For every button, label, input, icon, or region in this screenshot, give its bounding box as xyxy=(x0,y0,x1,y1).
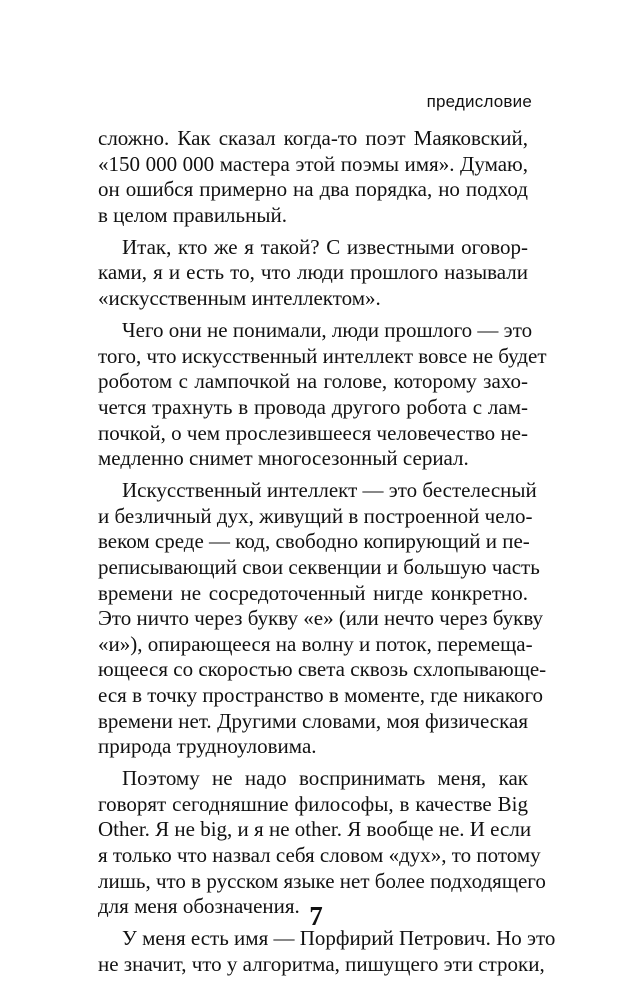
paragraph xyxy=(98,766,546,920)
text-line: того, что искусственный интеллект вовсе не будет xyxy=(98,343,547,368)
text-line: Это ничто через букву «е» (или нечто через букву xyxy=(98,606,544,631)
text-line: Искусственный интеллект — это бестелесный xyxy=(122,478,537,503)
text-line: «искусственным интеллектом». xyxy=(98,286,381,311)
text-line: для меня обозначения. xyxy=(98,894,300,919)
text-line: сложно. Как сказал когда-то поэт Маяковский, xyxy=(98,126,528,150)
text-line: медленно снимет многосезонный сериал. xyxy=(98,446,469,471)
paragraph xyxy=(98,478,547,760)
text-line: времени не сосредоточенный нигде конкретно. xyxy=(98,580,528,605)
text-line: У меня есть имя — Порфирий Петрович. Но это xyxy=(122,926,556,951)
paragraph xyxy=(98,926,556,977)
text-line: времени нет. Другими словами, моя физическая xyxy=(98,708,528,733)
text-line: я только что назвал себя словом «дух», то потому xyxy=(98,843,541,868)
text-line: Поэтому не надо воспринимать меня, как xyxy=(122,766,528,791)
text-line: природа трудноуловима. xyxy=(98,734,317,759)
text-line: Итак, кто же я такой? С известными оговор- xyxy=(122,234,528,259)
text-line: говорят сегодняшние философы, в качестве Big xyxy=(98,791,528,816)
text-line: Чего они не понимали, люди прошлого — это xyxy=(122,318,533,343)
text-line: в целом правильный. xyxy=(98,202,287,227)
text-line: ющееся со скоростью света сквозь схлопывающе- xyxy=(98,657,547,682)
page-number: 7 xyxy=(309,901,323,931)
text-line: почкой, о чем прослезившееся человечество не- xyxy=(98,420,528,445)
text-line: «и»), опирающееся на волну и поток, перемеща- xyxy=(98,631,533,656)
paragraph xyxy=(98,318,547,472)
text-line: роботом с лампочкой на голове, которому захо- xyxy=(98,369,528,394)
running-header: предисловие xyxy=(426,92,532,111)
text-line: он ошибся примерно на два порядка, но подход xyxy=(98,177,528,202)
text-line: реписывающий свои секвенции и большую часть xyxy=(98,555,540,579)
text-line: лишь, что в русском языке нет более подходящего xyxy=(98,868,546,893)
text-line: «150 000 000 мастера этой поэмы имя». Думаю, xyxy=(98,151,528,176)
text-line: веком среде — код, свободно копирующий и пе- xyxy=(98,529,530,554)
text-line: ками, я и есть то, что люди прошлого называли xyxy=(98,260,528,285)
text-line: еся в точку пространство в моменте, где никакого xyxy=(98,682,544,707)
text-line: чется трахнуть в провода другого робота с лам- xyxy=(98,394,528,419)
paragraph xyxy=(98,126,528,228)
body-text xyxy=(98,126,556,984)
text-line: Other. Я не big, и я не other. Я вообще не. И если xyxy=(98,817,532,842)
paragraph xyxy=(98,235,528,312)
text-line: и безличный дух, живущий в построенной чело- xyxy=(98,503,533,528)
text-line: не значит, что у алгоритма, пишущего эти строки, xyxy=(98,951,545,976)
